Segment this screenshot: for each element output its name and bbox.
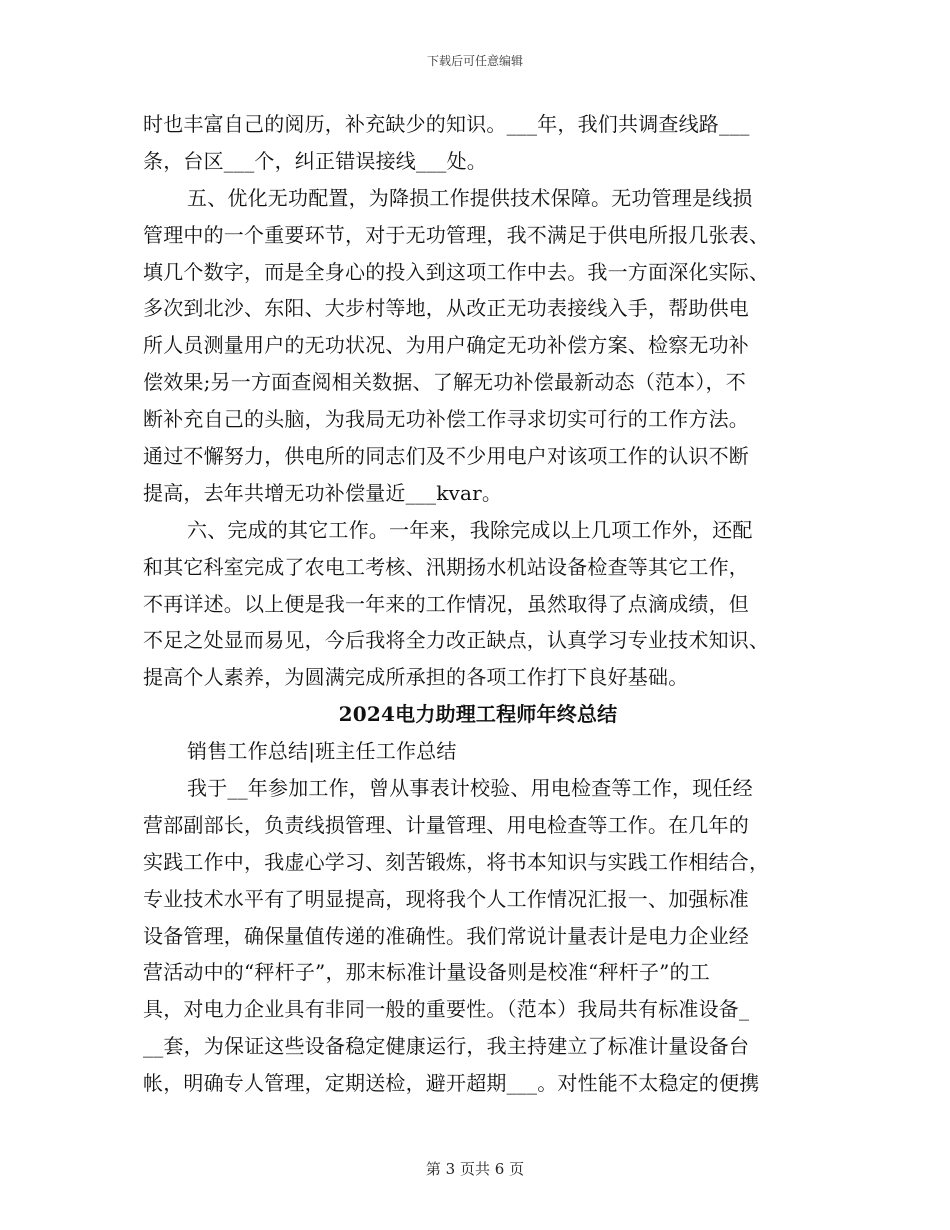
text-line: 具，对电力企业具有非同一般的重要性。（范本）我局共有标准设备_: [143, 997, 750, 1022]
section-title: 2024电力助理工程师年终总结: [338, 702, 618, 727]
text-line: 提高个人素养，为圆满完成所承担的各项工作打下良好基础。: [143, 665, 689, 690]
text-line: 时也丰富自己的阅历，补充缺少的知识。___年，我们共调查线路___: [143, 112, 750, 136]
text-line: 设备管理，确保量值传递的准确性。我们常说计量表计是电力企业经: [143, 923, 749, 948]
document-body: [143, 106, 813, 1102]
text-line: 不再详述。以上便是我一年来的工作情况，虽然取得了点滴成绩，但: [143, 591, 749, 616]
text-line: 我于__年参加工作，曾从事表计校验、用电检查等工作，现任经: [187, 776, 753, 801]
text-line: 通过不懈努力，供电所的同志们及不少用电户对该项工作的认识不断: [143, 444, 749, 469]
text-line: 提高，去年共增无功补偿量近___kvar。: [143, 480, 503, 505]
text-line: 断补充自己的头脑，为我局无功补偿工作寻求切实可行的工作方法。: [143, 407, 749, 432]
page-footer: 第 3 页共 6 页: [425, 1160, 525, 1178]
text-line: 五、优化无功配置，为降损工作提供技术保障。无功管理是线损: [187, 185, 753, 210]
text-line: 六、完成的其它工作。一年来，我除完成以上几项工作外，还配: [187, 517, 753, 542]
text-line: 营部副部长，负责线损管理、计量管理、用电检查等工作。在几年的: [143, 812, 749, 837]
text-line: 实践工作中，我虚心学习、刻苦锻炼，将书本知识与实践工作相结合，: [143, 849, 770, 874]
text-line: 多次到北沙、东阳、大步村等地，从改正无功表接线入手，帮助供电: [143, 296, 749, 321]
text-line: 专业技术水平有了明显提高，现将我个人工作情况汇报一、加强标准: [143, 886, 749, 911]
text-line: 和其它科室完成了农电工考核、汛期扬水机站设备检查等其它工作，: [143, 554, 749, 579]
text-line: 营活动中的“秤杆子”，那末标准计量设备则是校准“秤杆子”的工: [143, 960, 710, 985]
text-line: __套，为保证这些设备稳定健康运行，我主持建立了标准计量设备台: [143, 1034, 750, 1059]
text-line: 不足之处显而易见，今后我将全力改正缺点，认真学习专业技术知识、: [143, 628, 770, 653]
text-line: 偿效果;另一方面查阅相关数据、了解无功补偿最新动态（范本），不: [143, 370, 746, 395]
page-header: 下载后可任意编辑: [426, 54, 523, 68]
text-line: 条，台区___个，纠正错误接线___处。: [143, 148, 487, 173]
text-line: 所人员测量用户的无功状况、为用户确定无功补偿方案、检察无功补: [143, 333, 749, 358]
text-line: 帐，明确专人管理，定期送检，避开超期___。对性能不太稳定的便携: [143, 1071, 760, 1096]
text-line: 销售工作总结|班主任工作总结: [187, 739, 457, 764]
text-line: 管理中的一个重要环节，对于无功管理，我不满足于供电所报几张表、: [143, 222, 770, 247]
text-line: 填几个数字，而是全身心的投入到这项工作中去。我一方面深化实际、: [143, 259, 770, 284]
